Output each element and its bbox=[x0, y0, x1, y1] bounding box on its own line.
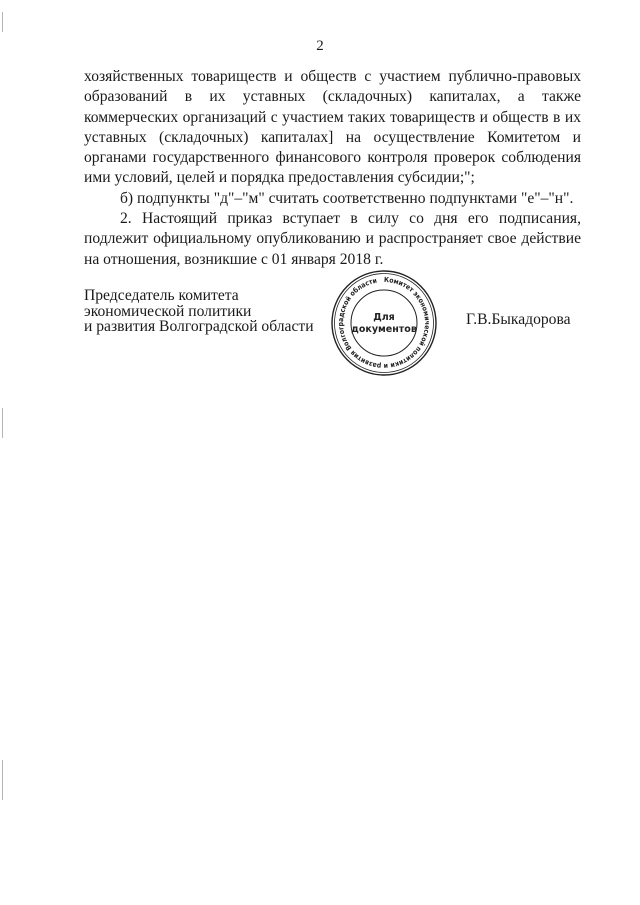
stamp-center-line-1: Для bbox=[373, 312, 395, 323]
signatory-title-line-3: и развития Волгоградской области bbox=[84, 318, 314, 335]
document-body bbox=[84, 67, 581, 270]
stamp-outer-ring bbox=[332, 271, 436, 375]
body-paragraph-1: хозяйственных товариществ и обществ с участием публично-правовых образований в их уставных (складочных) капиталах, а также коммерческих организаций с участием таких товариществ и обществ в их уставных (складочных) капиталах] на осуществление Комитетом и органами государственного финансового контроля проверок соблюдения ими условий, целей и порядка предоставления субсидии;"; bbox=[84, 68, 581, 187]
stamp-ring-text: Комитет экономической политики и развития Волгоградской области bbox=[336, 275, 432, 371]
scan-margin-mark bbox=[2, 760, 3, 800]
official-stamp bbox=[329, 268, 439, 378]
signatory-title-line-1: Председатель комитета bbox=[84, 287, 239, 304]
body-paragraph-2: б) подпункты "д"–"м" считать соответственно подпунктами "е"–"н". bbox=[120, 189, 574, 207]
body-paragraph-3: 2. Настоящий приказ вступает в силу со дня его подписания, подлежит официальному опубликованию и распространяет свое действие на отношения, возникшие с 01 января 2018 г. bbox=[84, 210, 581, 268]
stamp-inner-ring bbox=[351, 290, 417, 356]
signatory-title bbox=[84, 288, 324, 335]
signatory-name: Г.В.Быкадорова bbox=[466, 311, 571, 328]
scan-margin-mark bbox=[2, 12, 3, 32]
scan-margin-mark bbox=[2, 408, 3, 438]
page-number: 2 bbox=[316, 38, 324, 54]
signatory-title-line-2: экономической политики bbox=[84, 302, 252, 320]
stamp-center-line-2: документов bbox=[351, 324, 417, 335]
stamp-outer-ring-inner bbox=[335, 274, 434, 373]
